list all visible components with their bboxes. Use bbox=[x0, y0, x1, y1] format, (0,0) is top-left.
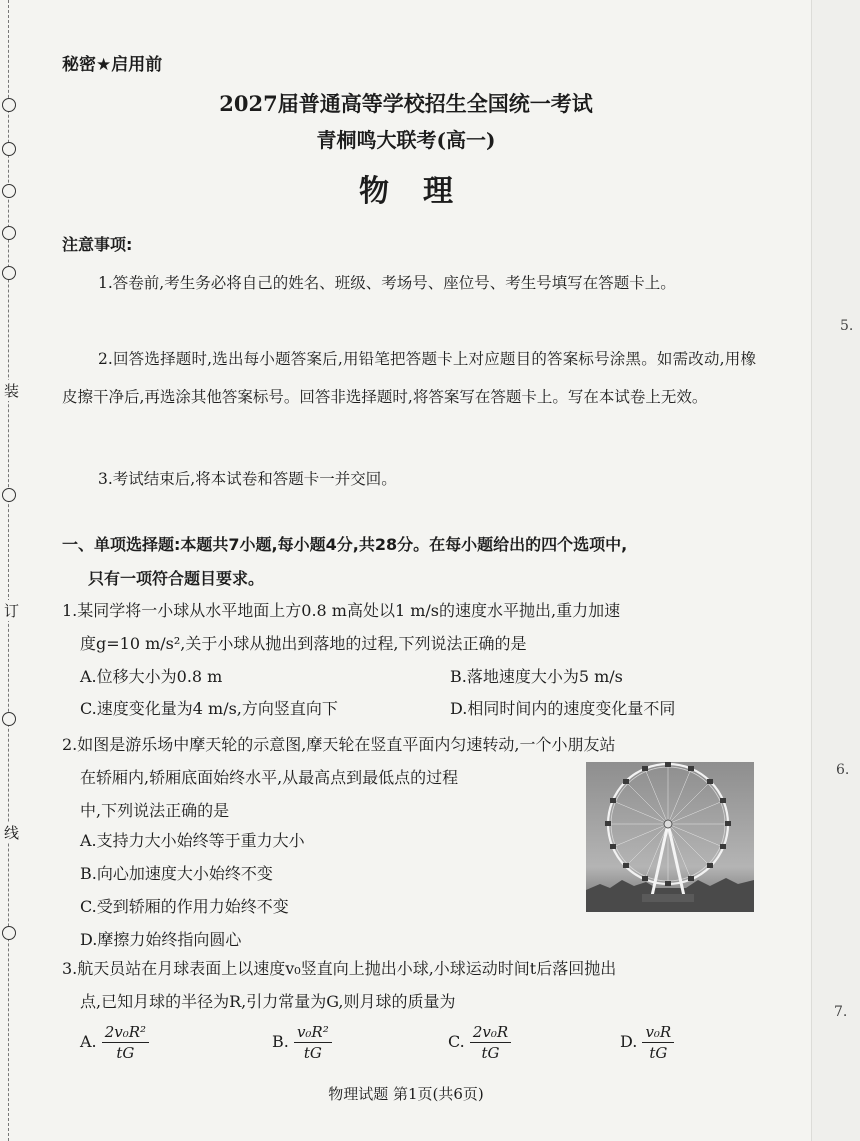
fraction bbox=[642, 1022, 674, 1063]
question-3-option-d bbox=[620, 1022, 674, 1063]
ferris-wheel-photo bbox=[586, 762, 754, 912]
notice-heading: 注意事项: bbox=[62, 235, 133, 254]
question-3-option-a bbox=[80, 1022, 149, 1063]
denominator: tG bbox=[116, 1044, 135, 1062]
numerator: v₀R² bbox=[294, 1022, 332, 1043]
denominator: tG bbox=[481, 1044, 500, 1062]
question-2-option-d: D.摩擦力始终指向圆心 bbox=[80, 930, 242, 949]
exam-title: 2027届普通高等学校招生全国统一考试 bbox=[219, 91, 593, 116]
question-3 bbox=[62, 952, 762, 1018]
option-label: A. bbox=[80, 1032, 97, 1051]
denominator: tG bbox=[303, 1044, 322, 1062]
question-1-option-d: D.相同时间内的速度变化量不同 bbox=[450, 699, 676, 718]
question-1-stem-line-1: 1.某同学将一小球从水平地面上方0.8 m高处以1 m/s的速度水平抛出,重力加速 bbox=[62, 601, 621, 620]
question-2-option-c: C.受到轿厢的作用力始终不变 bbox=[80, 897, 289, 916]
binding-hole-icon bbox=[2, 926, 16, 940]
question-1-option-a: A.位移大小为0.8 m bbox=[80, 667, 223, 686]
option-label: C. bbox=[448, 1032, 465, 1051]
section-heading-line-2: 只有一项符合题目要求。 bbox=[88, 569, 265, 588]
question-2-option-a: A.支持力大小始终等于重力大小 bbox=[80, 831, 305, 850]
exam-subtitle: 青桐鸣大联考(高一) bbox=[316, 128, 496, 152]
fraction bbox=[470, 1022, 511, 1063]
option-label: B. bbox=[272, 1032, 289, 1051]
adjacent-page-edge bbox=[811, 0, 860, 1141]
numerator: 2v₀R bbox=[470, 1022, 511, 1043]
notice-item-3: 3.考试结束后,将本试卷和答题卡一并交回。 bbox=[98, 470, 397, 488]
binding-hole-icon bbox=[2, 226, 16, 240]
margin-label-xian: 线 bbox=[4, 824, 20, 842]
margin-label-zhuang: 装 bbox=[4, 382, 20, 400]
binding-hole-icon bbox=[2, 488, 16, 502]
question-3-option-c bbox=[448, 1022, 511, 1063]
page-footer: 物理试题 第1页(共6页) bbox=[328, 1085, 484, 1103]
denominator: tG bbox=[649, 1044, 668, 1062]
numerator: v₀R bbox=[642, 1022, 674, 1043]
question-2-option-b: B.向心加速度大小始终不变 bbox=[80, 864, 273, 883]
numerator: 2v₀R² bbox=[102, 1022, 149, 1043]
margin-label-ding: 订 bbox=[4, 602, 20, 620]
question-1-option-b: B.落地速度大小为5 m/s bbox=[450, 667, 623, 686]
confidential-label: 秘密★启用前 bbox=[62, 55, 163, 75]
binding-hole-icon bbox=[2, 712, 16, 726]
subject-title: 物理 bbox=[359, 174, 487, 209]
fraction bbox=[294, 1022, 332, 1063]
option-label: D. bbox=[620, 1032, 638, 1051]
next-page-question-6: 6. bbox=[836, 762, 850, 778]
section-heading bbox=[62, 528, 762, 596]
question-2-stem-line-2: 在轿厢内,轿厢底面始终水平,从最高点到最低点的过程 bbox=[80, 768, 459, 787]
question-2-stem-line-3: 中,下列说法正确的是 bbox=[80, 801, 230, 820]
next-page-question-7: 7. bbox=[834, 1004, 848, 1020]
question-1-option-c: C.速度变化量为4 m/s,方向竖直向下 bbox=[80, 699, 338, 718]
question-3-stem-line-1: 3.航天员站在月球表面上以速度v₀竖直向上抛出小球,小球运动时间t后落回抛出 bbox=[62, 959, 617, 978]
fraction bbox=[102, 1022, 149, 1063]
question-3-option-b bbox=[272, 1022, 332, 1063]
next-page-question-5: 5. bbox=[840, 318, 854, 334]
question-2-stem-line-1: 2.如图是游乐场中摩天轮的示意图,摩天轮在竖直平面内匀速转动,一个小朋友站 bbox=[62, 735, 616, 754]
question-1 bbox=[62, 594, 762, 660]
question-3-stem-line-2: 点,已知月球的半径为R,引力常量为G,则月球的质量为 bbox=[80, 992, 456, 1011]
notice-item-2: 2.回答选择题时,选出每小题答案后,用铅笔把答题卡上对应题目的答案标号涂黑。如需改动,用橡皮擦干净后,再选涂其他答案标号。回答非选择题时,将答案写在答题卡上。写在本试卷上无效。 bbox=[62, 350, 756, 406]
question-1-stem-line-2: 度g=10 m/s²,关于小球从抛出到落地的过程,下列说法正确的是 bbox=[80, 634, 527, 653]
binding-hole-icon bbox=[2, 266, 16, 280]
notice-item-1: 1.答卷前,考生务必将自己的姓名、班级、考场号、座位号、考生号填写在答题卡上。 bbox=[98, 274, 676, 292]
section-heading-line-1: 一、单项选择题:本题共7小题,每小题4分,共28分。在每小题给出的四个选项中, bbox=[62, 535, 628, 554]
